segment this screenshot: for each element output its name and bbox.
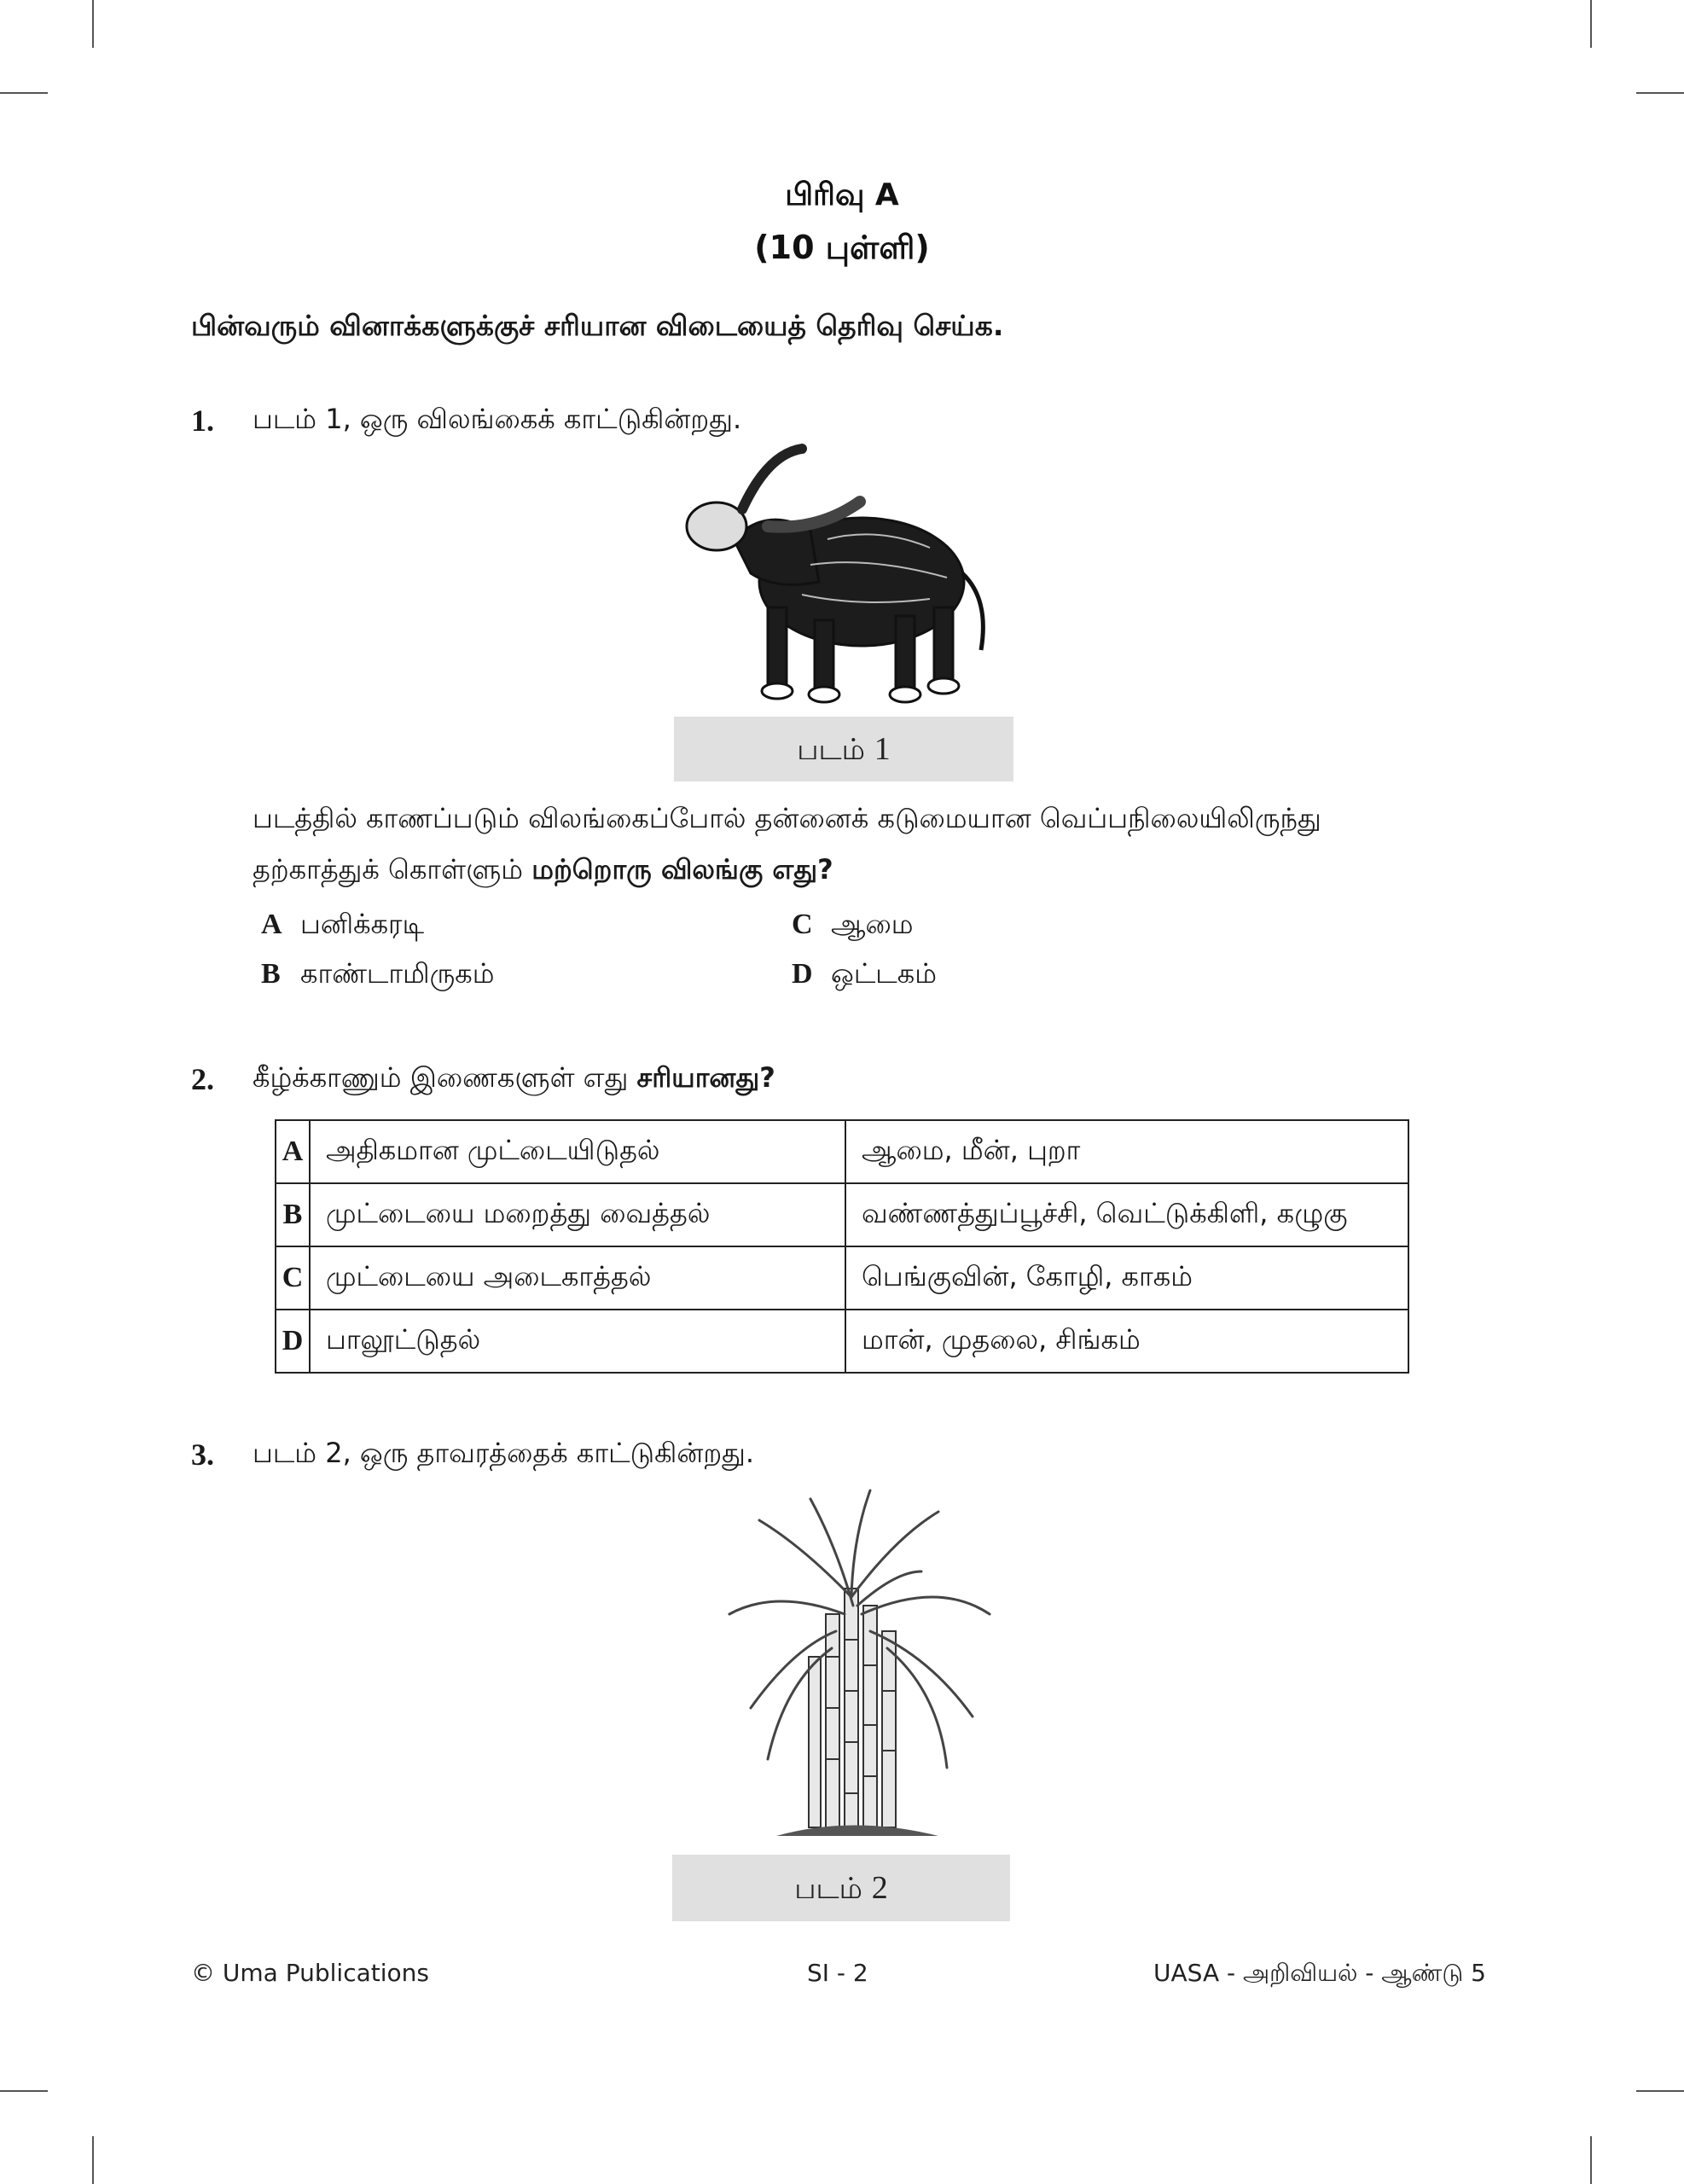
figure-2-caption <box>672 1855 1010 1921</box>
option-letter: D <box>792 958 813 990</box>
instruction: பின்வரும் வினாக்களுக்குச் சரியான விடையைத் தெரிவு செய்க. <box>191 309 1004 342</box>
row-behaviour: அதிகமான முட்டையிடுதல் <box>310 1120 845 1183</box>
table-row[interactable] <box>276 1310 1408 1373</box>
question-2-text-bold: சரியானது? <box>636 1061 775 1094</box>
question-2-text-plain: கீழ்க்காணும் இணைகளுள் எது <box>253 1061 637 1094</box>
pairs-table <box>275 1119 1409 1374</box>
row-letter: C <box>276 1246 310 1310</box>
figure-2-number: 2 <box>871 1870 888 1906</box>
option-letter: C <box>792 909 813 940</box>
row-behaviour: முட்டையை அடைகாத்தல் <box>310 1246 845 1310</box>
figure-2-label: படம் <box>794 1872 862 1906</box>
section-marks: (10 புள்ளி) <box>754 229 930 266</box>
option-b[interactable] <box>261 957 494 993</box>
table-row[interactable] <box>276 1246 1408 1310</box>
question-1-line-2-bold: மற்றொரு விலங்கு எது? <box>531 853 833 886</box>
table-row[interactable] <box>276 1120 1408 1183</box>
row-animals: வண்ணத்துப்பூச்சி, வெட்டுக்கிளி, கழுகு <box>845 1183 1408 1246</box>
table-row[interactable] <box>276 1183 1408 1246</box>
option-text: பனிக்கரடி <box>300 908 425 940</box>
footer-series: UASA - அறிவியல் - ஆண்டு 5 <box>1153 1959 1486 1987</box>
row-letter: A <box>276 1120 310 1183</box>
crop-mark <box>1636 92 1684 94</box>
question-1-line-2 <box>253 845 833 894</box>
option-text: காண்டாமிருகம் <box>300 957 495 990</box>
crop-mark <box>0 2090 48 2092</box>
crop-mark <box>1590 0 1592 48</box>
option-letter: B <box>261 958 281 990</box>
question-3-intro: படம் 2, ஒரு தாவரத்தைக் காட்டுகின்றது. <box>253 1437 755 1469</box>
row-behaviour: முட்டையை மறைத்து வைத்தல் <box>310 1183 845 1246</box>
figure-1-caption <box>674 717 1013 781</box>
crop-mark <box>92 2136 94 2184</box>
option-a[interactable] <box>261 908 424 944</box>
sugarcane-illustration <box>725 1486 998 1844</box>
question-1-intro: படம் 1, ஒரு விலங்கைக் காட்டுகின்றது. <box>253 403 742 435</box>
crop-mark <box>1590 2136 1592 2184</box>
option-letter: A <box>261 909 282 940</box>
option-text: ஒட்டகம் <box>831 957 937 990</box>
footer-publisher: © Uma Publications <box>191 1959 429 1987</box>
question-1-line-1: படத்தில் காணப்படும் விலங்கைப்போல் தன்னைக் கடுமையான வெப்பநிலையிலிருந்து <box>253 802 1321 834</box>
question-2-number: 2. <box>191 1062 214 1096</box>
row-letter: B <box>276 1183 310 1246</box>
row-letter: D <box>276 1310 310 1373</box>
crop-mark <box>92 0 94 48</box>
figure-1-number: 1 <box>874 731 891 767</box>
row-animals: மான், முதலை, சிங்கம் <box>845 1310 1408 1373</box>
option-text: ஆமை <box>831 908 914 940</box>
footer-page-number: SI - 2 <box>807 1959 868 1987</box>
question-1-line-2-plain: தற்காத்துக் கொள்ளும் <box>253 853 532 886</box>
figure-1-label: படம் <box>797 733 865 767</box>
crop-mark <box>1636 2090 1684 2092</box>
row-behaviour: பாலூட்டுதல் <box>310 1310 845 1373</box>
row-animals: ஆமை, மீன், புறா <box>845 1120 1408 1183</box>
row-animals: பெங்குவின், கோழி, காகம் <box>845 1246 1408 1310</box>
section-title: பிரிவு A <box>785 177 899 212</box>
question-2-text <box>253 1053 775 1102</box>
question-1-number: 1. <box>191 404 214 438</box>
option-d[interactable] <box>792 957 937 993</box>
buffalo-illustration <box>674 437 1015 710</box>
crop-mark <box>0 92 48 94</box>
question-3-number: 3. <box>191 1438 214 1472</box>
option-c[interactable] <box>792 908 914 944</box>
